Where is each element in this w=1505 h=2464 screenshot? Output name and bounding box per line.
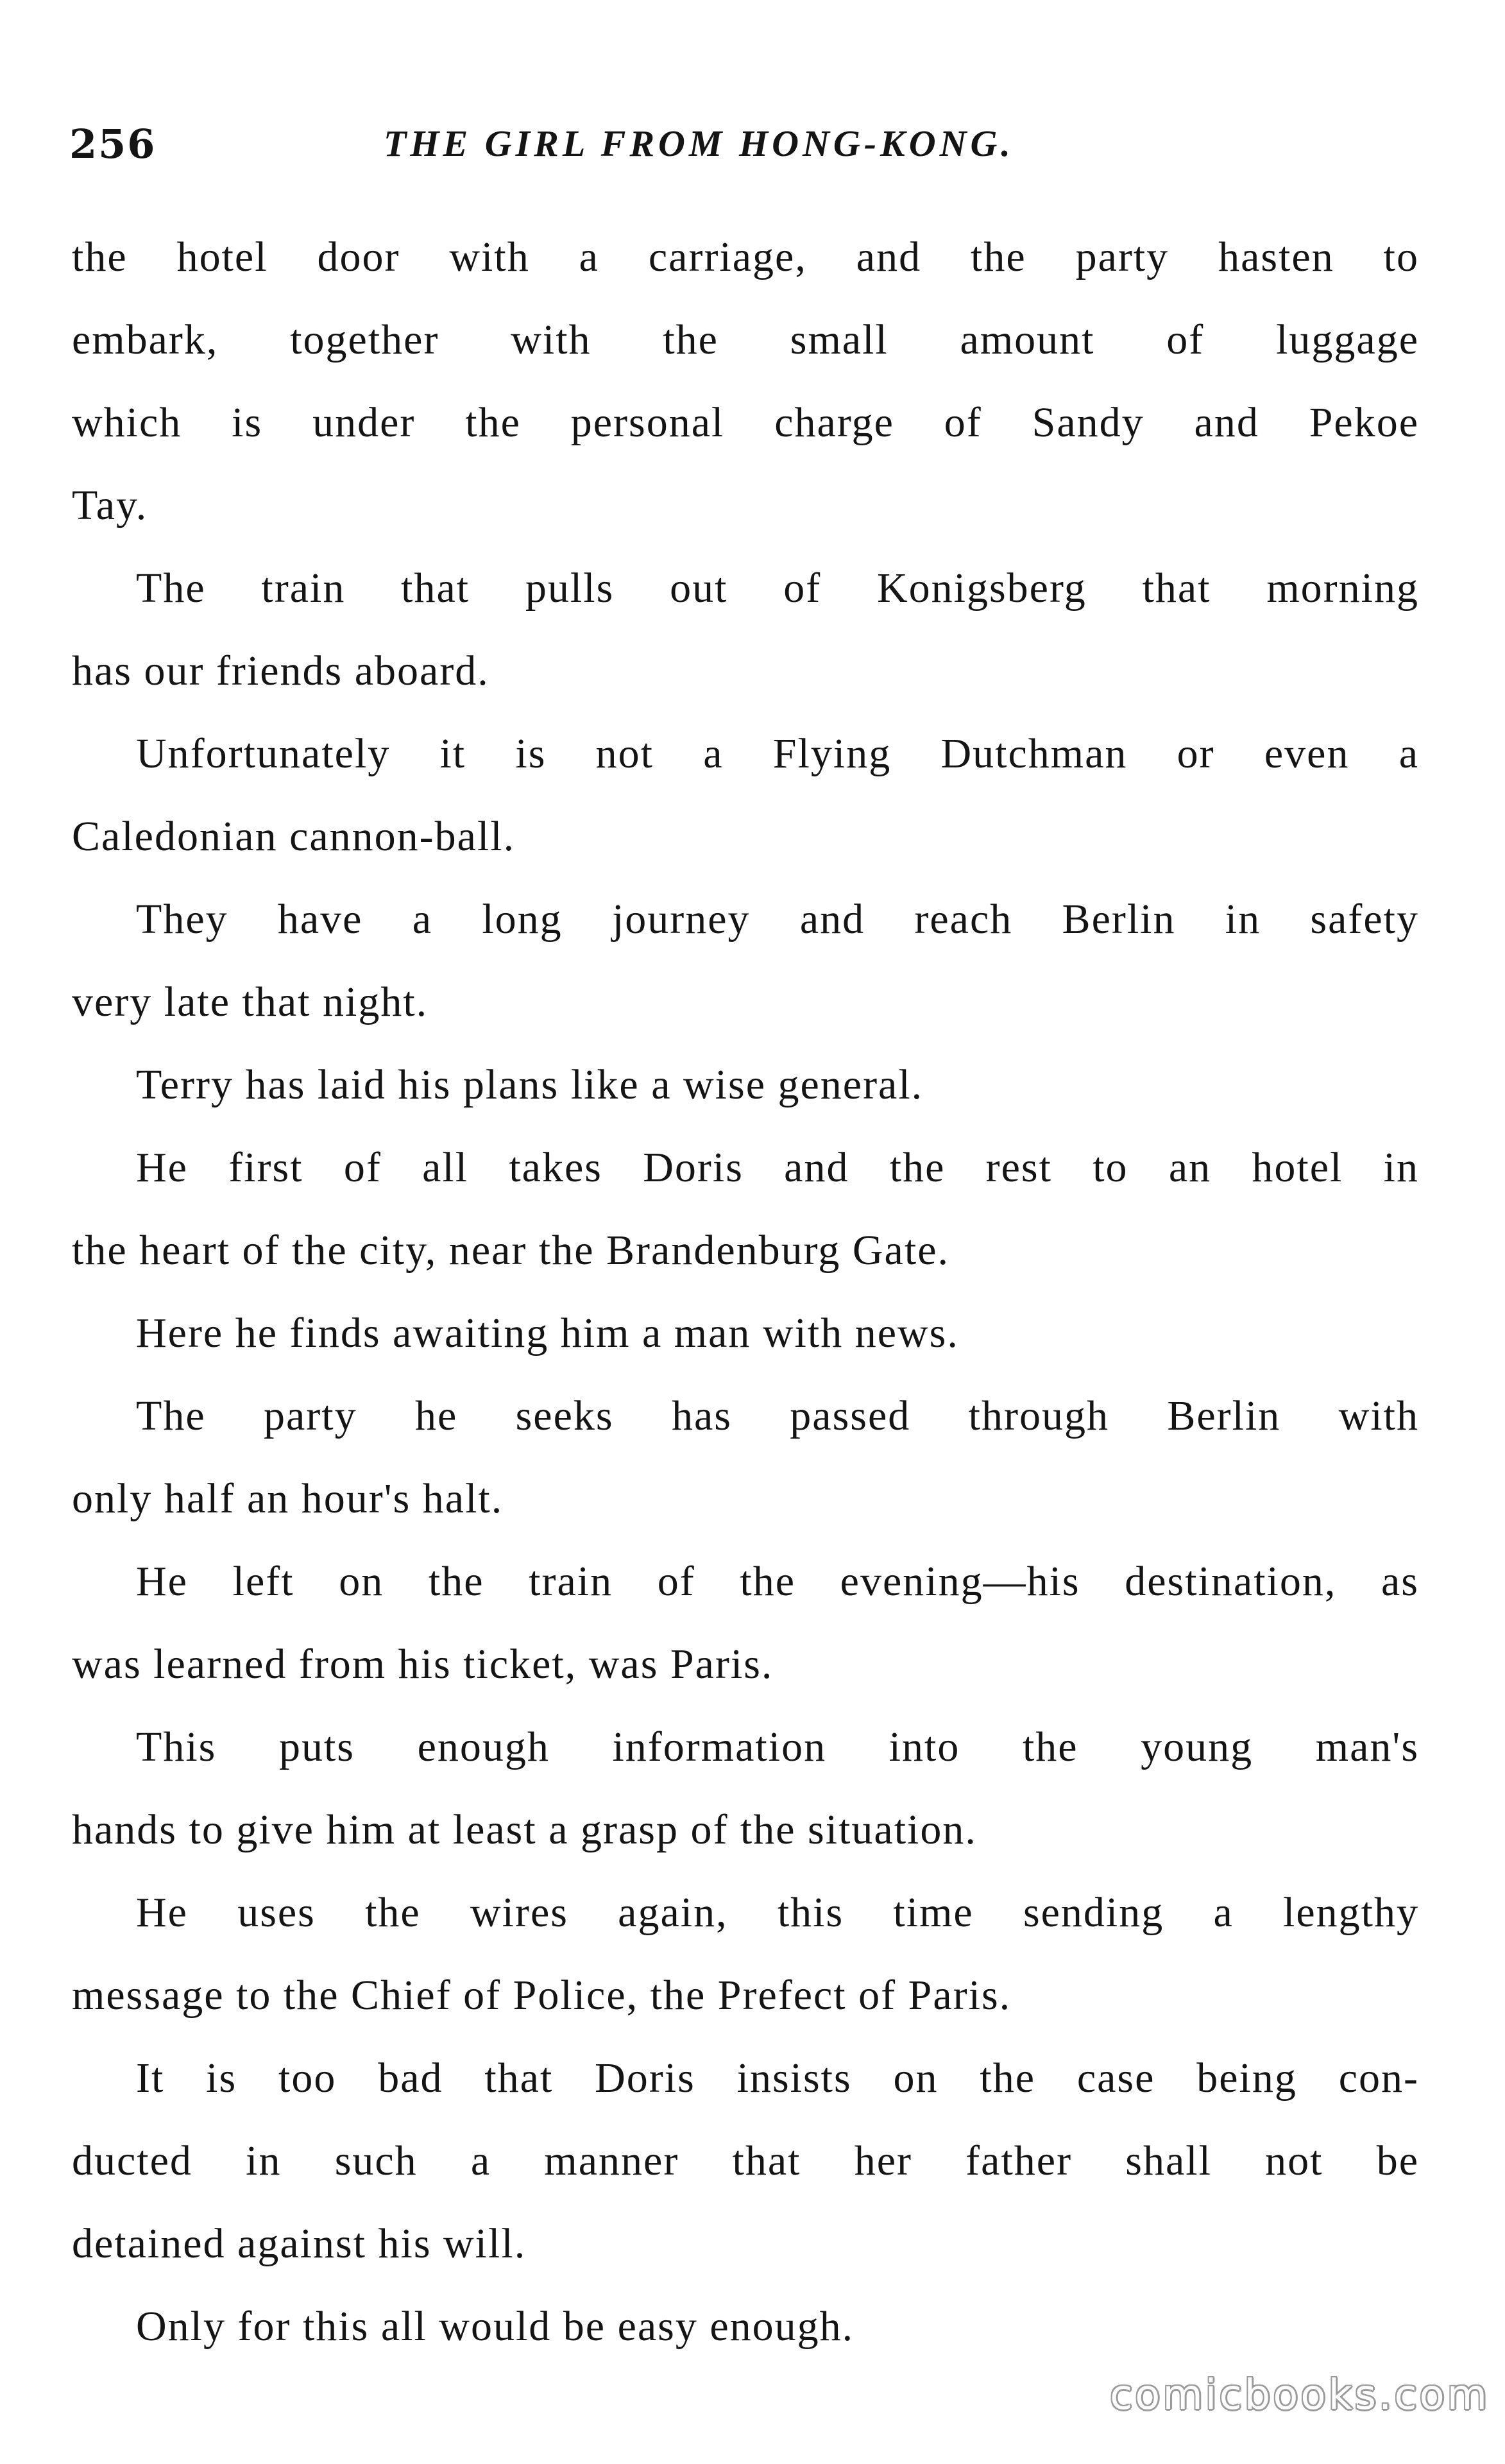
text-line: the heart of the city, near the Brandenburg Gate. <box>72 1227 949 1274</box>
text-line: This puts enough information into the young man's <box>136 1724 1419 1770</box>
running-head: THE GIRL FROM HONG-KONG. <box>384 123 1014 164</box>
page-number: 256 <box>69 121 157 167</box>
text-line: embark, together with the small amount of luggage <box>72 316 1419 363</box>
text-line: the hotel door with a carriage, and the party hasten to <box>72 234 1419 280</box>
text-line: was learned from his ticket, was Paris. <box>72 1641 774 1688</box>
watermark: comicbooks.com <box>1109 2372 1490 2419</box>
text-line: detained against his will. <box>72 2220 527 2267</box>
text-line: They have a long journey and reach Berlin in safety <box>136 896 1419 943</box>
text-line: Caledonian cannon-ball. <box>72 813 516 860</box>
text-line: Tay. <box>72 482 148 529</box>
text-line: very late that night. <box>72 979 429 1025</box>
text-line: The train that pulls out of Konigsberg that morning <box>136 565 1419 612</box>
text-line: He left on the train of the evening—his destination, as <box>136 1558 1419 1605</box>
text-line: only half an hour's halt. <box>72 1475 504 1522</box>
text-line: Here he finds awaiting him a man with news. <box>136 1310 959 1356</box>
text-line: Unfortunately it is not a Flying Dutchman or even a <box>136 730 1419 777</box>
text-line: Terry has laid his plans like a wise general. <box>136 1061 924 1108</box>
text-line: It is too bad that Doris insists on the case being con- <box>136 2055 1419 2101</box>
text-line: He uses the wires again, this time sending a lengthy <box>136 1889 1419 1936</box>
text-line: The party he seeks has passed through Berlin with <box>136 1392 1419 1439</box>
text-line: which is under the personal charge of Sandy and Pekoe <box>72 399 1419 446</box>
text-line: He first of all takes Doris and the rest to an hotel in <box>136 1144 1419 1191</box>
text-line: hands to give him at least a grasp of the situation. <box>72 1806 977 1853</box>
text-line: Only for this all would be easy enough. <box>136 2303 855 2350</box>
page-header <box>69 121 1416 178</box>
text-line: ducted in such a manner that her father shall not be <box>72 2137 1419 2184</box>
body-text <box>72 216 1419 2368</box>
text-line: message to the Chief of Police, the Prefect of Paris. <box>72 1972 1012 2019</box>
text-line: has our friends aboard. <box>72 647 489 694</box>
